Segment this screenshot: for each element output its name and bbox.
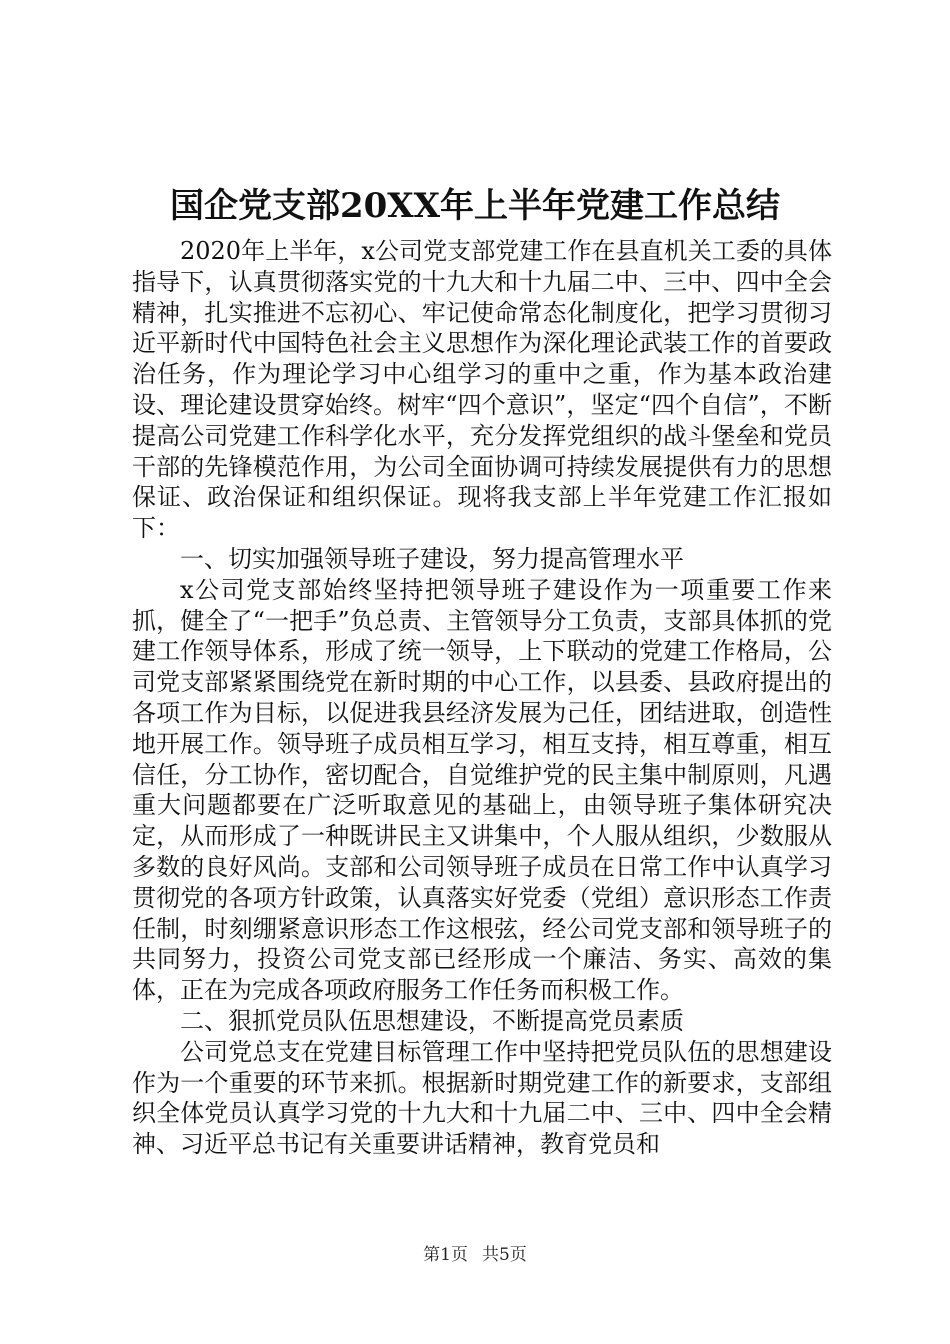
page-footer [0, 1244, 950, 1266]
section-1-paragraph: x公司党支部始终坚持把领导班子建设作为一项重要工作来抓，健全了“一把手”负总责、主管领导分工负责，支部具体抓的党建工作领导体系，形成了统一领导，上下联动的党建工作格局，公司党支部紧紧围绕党在新时期的中心工作，以县委、县政府提出的各项工作为目标，以促进我县经济发展为己任，团结进取，创造性地开展工作。领导班子成员相互学习，相互支持，相互尊重，相互信任，分工协作，密切配合，自觉维护党的民主集中制原则，凡遇重大问题都要在广泛听取意见的基础上，由领导班子集体研究决定，从而形成了一种既讲民主又讲集中，个人服从组织，少数服从多数的良好风尚。支部和公司领导班子成员在日常工作中认真学习贯彻党的各项方针政策，认真落实好党委（党组）意识形态工作责任制，时刻绷紧意识形态工作这根弦，经公司党支部和领导班子的共同努力，投资公司党支部已经形成一个廉洁、务实、高效的集体，正在为完成各项政府服务工作任务而积极工作。 [132, 575, 832, 1005]
document-body [132, 236, 832, 1160]
section-heading-2: 二、狠抓党员队伍思想建设，不断提高党员素质 [180, 1006, 684, 1035]
intro-paragraph: 2020年上半年，x公司党支部党建工作在县直机关工委的具体指导下，认真贯彻落实党的十九大和十九届二中、三中、四中全会精神，扎实推进不忘初心、牢记使命常态化制度化，把学习贯彻习近平新时代中国特色社会主义思想作为深化理论武装工作的首要政治任务，作为理论学习中心组学习的重中之重，作为基本政治建设、理论建设贯穿始终。树牢“四个意识”，坚定“四个自信”，不断提高公司党建工作科学化水平，充分发挥党组织的战斗堡垒和党员干部的先锋模范作用，为公司全面协调可持续发展提供有力的思想保证、政治保证和组织保证。现将我支部上半年党建工作汇报如下： [132, 237, 832, 543]
section-heading-1: 一、切实加强领导班子建设，努力提高管理水平 [180, 544, 684, 573]
document-title: 国企党支部20XX年上半年党建工作总结 [169, 186, 781, 226]
page-number: 第1页 [423, 1245, 468, 1265]
section-2-paragraph: 公司党总支在党建目标管理工作中坚持把党员队伍的思想建设作为一个重要的环节来抓。根据新时期党建工作的新要求，支部组织全体党员认真学习党的十九大和十九届二中、三中、四中全会精神、习近平总书记有关重要讲话精神，教育党员和 [132, 1037, 832, 1159]
page-total: 共5页 [482, 1245, 527, 1265]
